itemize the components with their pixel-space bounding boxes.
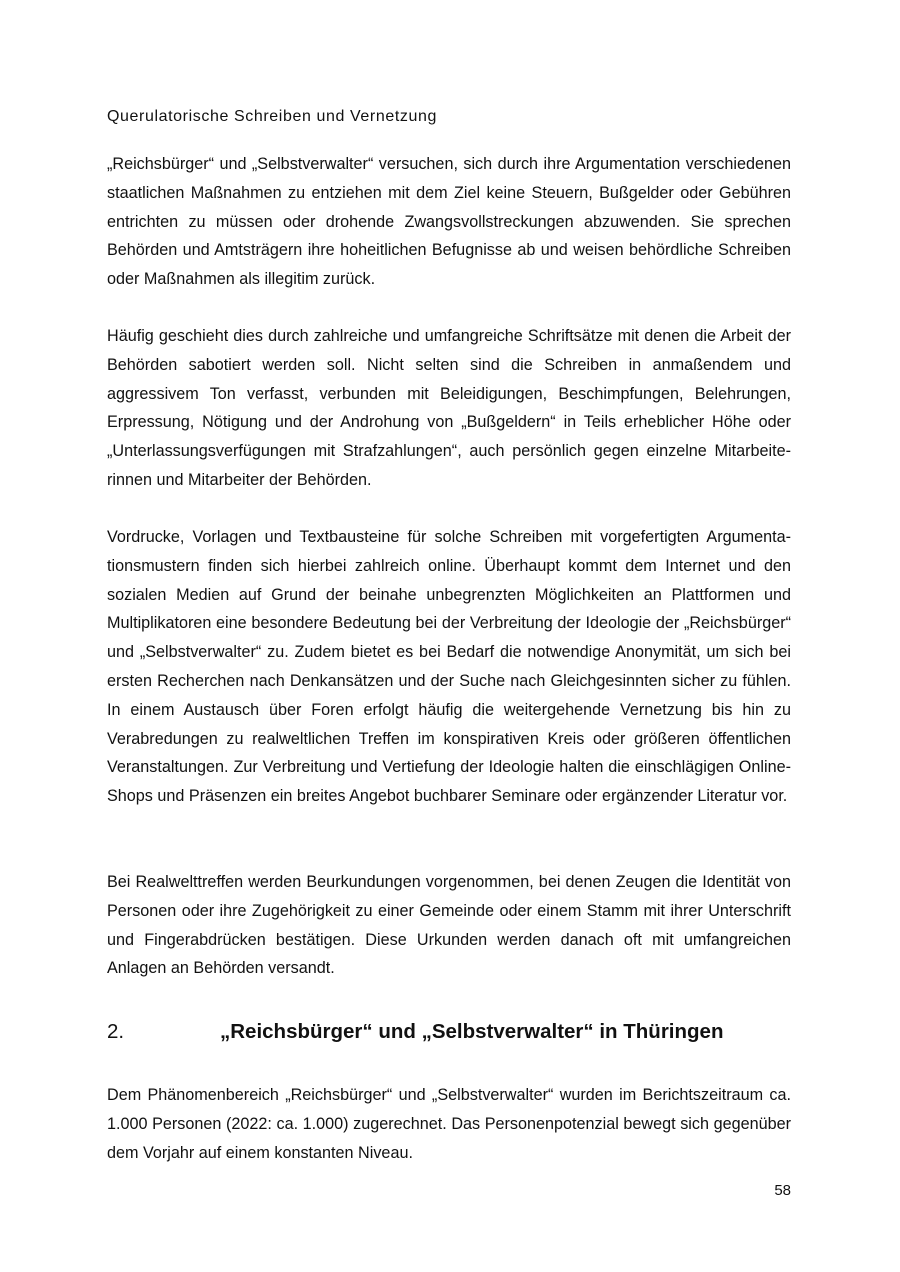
paragraph: Häufig geschieht dies durch zahlreiche und umfangreiche Schriftsätze mit denen die Arbeit der Behörden sabotiert werden soll. Nicht selten sind die Schreiben in anmaßendem und aggressivem Ton verfasst, verbunden mit Beleidigungen, Beschimpfungen, Belehrungen, Erpressung, Nötigung und der Androhung von „Bußgeldern“ in Teils erheblicher Höhe oder „Unterlassungsverfügungen mit Strafzahlungen“, auch persönlich gegen einzelne Mitarbeiterinnen und Mitarbeiter der Behörden.: [107, 327, 791, 489]
section-title: „Reichsbürger“ und „Selbstverwalter“ in Thüringen: [220, 1020, 724, 1043]
paragraph: „Reichsbürger“ und „Selbstverwalter“ versuchen, sich durch ihre Argumentation verschiedenen staatlichen Maßnahmen zu entziehen mit dem Ziel keine Steuern, Bußgelder oder Gebühren entrichten zu müssen oder drohende Zwangsvollstreckungen abzuwenden. Sie sprechen Behörden und Amtsträgern ihre hoheitlichen Befugnisse ab und weisen behördliche Schreiben oder Maßnahmen als illegitim zurück.: [107, 155, 791, 289]
section-number: 2.: [107, 1020, 125, 1043]
subheading: Querulatorische Schreiben und Vernetzung: [107, 108, 437, 125]
paragraph: Vordrucke, Vorlagen und Textbausteine für solche Schreiben mit vorgefertigten Argumentationsmustern finden sich hierbei zahlreich online. Überhaupt kommt dem Internet und den sozialen Medien auf Grund der beinahe unbegrenzten Möglichkeiten an Plattformen und Multiplikatoren eine besondere Bedeutung bei der Verbreitung der Ideologie der „Reichsbürger“ und „Selbstverwalter“ zu. Zudem bietet es bei Bedarf die notwendige Anonymität, um sich bei ersten Recherchen nach Denkansätzen und der Suche nach Gleichgesinnten sicher zu fühlen. In einem Austausch über Foren erfolgt häufig die weitergehende Vernetzung bis hin zu Verabredungen zu realweltlichen Treffen im konspirativen Kreis oder größeren öffentlichen Veranstaltungen. Zur Verbreitung und Vertiefung der Ideologie halten die einschlägigen Online-Shops und Präsenzen ein breites Angebot buchbarer Seminare oder ergänzender Literatur vor.: [107, 528, 791, 806]
paragraph: Dem Phänomenbereich „Reichsbürger“ und „Selbstverwalter“ wurden im Berichtszeitraum ca. 1.000 Personen (2022: ca. 1.000) zugerechnet. Das Personenpotenzial bewegt sich gegenüber dem Vorjahr auf einem konstanten Niveau.: [107, 1086, 791, 1162]
paragraph: Bei Realwelttreffen werden Beurkundungen vorgenommen, bei denen Zeugen die Identität von Personen oder ihre Zugehörigkeit zu einer Gemeinde oder einem Stamm mit ihrer Unterschrift und Fingerabdrücken bestätigen. Diese Urkunden werden danach oft mit umfangreichen Anlagen an Behörden versandt.: [107, 873, 791, 978]
page-number: 58: [774, 1182, 791, 1199]
